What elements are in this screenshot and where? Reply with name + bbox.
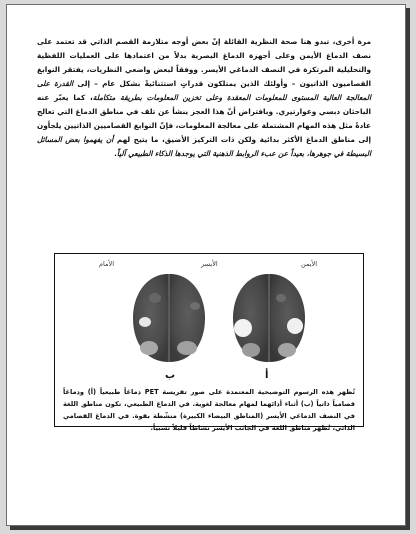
label-front: الأمام [99, 260, 114, 268]
paragraph-text-1: مرة أخرى، تبدو هنا صحة النظرية القائلة إنّ بعض أوجه متلازمة القصم الذاتي قد تعتمد على نصف الدماغ الأيمن وعلى أجهزة الدماغ البصرية بدلاً من اعتمادها على العمليات اللفظية والتحليلية المرتكزة في النصف الدماغي الأيسر. ووفقاً لبعض واضعي النظريات، يفتقر النوابغ القصاميون الذاتيون – وأولئك الذين يمتلكون قدراتٍ استثنائيةً بشكل عام – إلى [37, 37, 372, 88]
panel-a-label: أ [265, 370, 269, 381]
figure-caption: تُظهر هذه الرسوم التوضيحية المعتمدة على صور تفريسة PET دماغاً طبيعياً (أ) ودماغاً قصامياً ذاتياً (ب) أثناء أدائهما لمهام معالجة لغوية. في الدماغ الطبيعي، تكون مناطق اللغة في النصف الدماغي الأيسر (المناطق البيضاء الكبيرة) منشّطة بقوة. في الدماغ القصامي الذاتي، تُظهر مناطق اللغة في الجانب الأيسر نشاطاً قليلاً نسبياً. [63, 388, 355, 432]
panel-b-label: ب [165, 370, 176, 381]
paragraph-text-2: ، كما يعبّر عنه الباحثان دبسي وعوارتيري. وبافتراض أنّ هذا العجز ينشأ عن تلف في مناطق الدماغ التي تعالج عادةً مثل هذه المهام المشتملة على معالجة المعلومات، فإنّ النوابغ القصاميين الذاتيين يلجأون إلى مناطق الدماغ الأكثر بدائية ولكن ذات التركيز الأضيق، ما يتيح لهم [37, 93, 372, 144]
figure-box [54, 253, 364, 432]
document-page [6, 4, 406, 526]
brain-scan-b [125, 268, 213, 366]
label-right: الأيمن [301, 260, 318, 268]
brain-scan-a [225, 268, 313, 366]
paragraph-emphasis-2: أن يفهموا بعض المسائل البسيطة في جوهرها، بعيداً عن عبء الروابط الذهنية التي يوجدها الذكاء الطبيعي آلياً [37, 135, 371, 158]
label-left: الأيسر [201, 260, 218, 268]
body-paragraph [37, 35, 371, 161]
paragraph-emphasis-1: القدرة على المعالجة العالية المستوى للمعلومات المعقدة وعلى تخزين المعلومات بطريقة متكاملة [37, 79, 371, 102]
paragraph-text-end: . [114, 149, 117, 158]
